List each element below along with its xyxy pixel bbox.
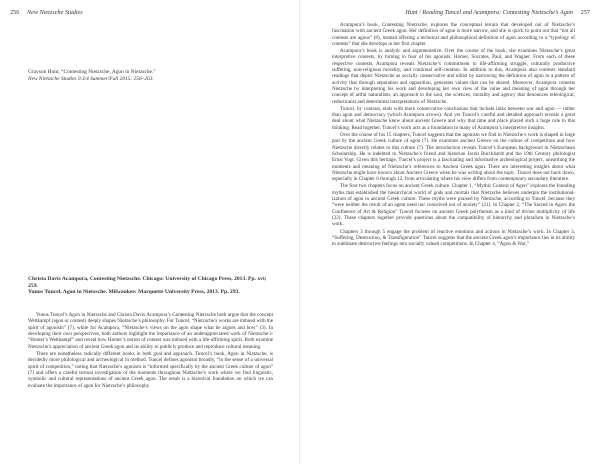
right-running-head	[405, 9, 590, 16]
reviewed-book-1: Christa Davis Acampora, Contesting Nietzsche. Chicago: University of Chicago Press, 2013. Pp. xvi; 259.	[28, 276, 267, 289]
paragraph: Acampora’s book, Contesting Nietzsche, explores the conceptual terrain that developed out of Nietzsche’s fascination with ancient Greek agon. Her definition of agon is more narrow, and she is quick to point out that “not all contests are agons” (8), instead offering a technical and philosophical definition of agon according to a “typology of contests” that she develops in her first chapter.	[332, 22, 575, 47]
paragraph: Chapters 3 through 5 engage the problem of reactive emotions and actions in Nietzsche’s work. In Chapter 3, “Suffering, Destruction, & Transfiguration” Tuncel suggests that the ancient Greek agon’s importance lies in its ability to sublimate destructive feelings into socially valued competitions. In Chapter 4, “Agon & War,”	[332, 228, 575, 248]
paragraph: Over the course of his 15 chapters, Tuncel suggests that the agonism we find in Nietzsche’s work is shaped in large part by the ancient Greek culture of agon (7). He examines ancient Greece on the culture of competition and how Nietzsche directly relates to this culture (7). The introduction reveals Tuncel’s European background in Nietzschean Scholarship. He is indebted to Nietzsche’s friend and historian Jacob Burckhardt and the 19th Century philologist Ernst Vogt. Given this heritage, Tuncel’s project is a fascinating and informative archeological project, unearthing the moments and meaning of Nietzsche’s references to Ancient Greek agon. There are interesting insights about what Nietzsche might have known about Ancient Greece when he was writing about the topic. Tuncel does not back down, especially in Chapter 6 through 12, from articulating where his view differs from contemporary secondary literature.	[332, 132, 575, 183]
paragraph: Acampora’s book is analytic and argumentative. Over the course of the book, she examines Nietzsche’s great interpretive contests, by turning to four of his agonists: Homer, Socrates, Paul, and Wagner. From each of these respective contests, Acampora reveals Nietzsche’s commitment to life-affirming struggle, culturally productive suffering, non-religious morality, and continual self-creation. In addition to this, Acampora also contests standard readings that depict Nietzsche as socially conservative and elitist by narrowing the definition of agon to a pattern of activity that through separation and opposition, generates values that can be shared. Moreover, Acampora contests Nietzsche by interpreting his work and developing her own view of the value and meaning of agon through her concept of artful naturalism; an approach to the soul, the sciences, morality and agency that denounces teleological, reductionist and determinist interpretations of Nietzsche.	[332, 48, 575, 105]
left-body-text	[28, 312, 273, 390]
right-page	[300, 0, 600, 464]
reviewed-book-2: Yunus Tuncel, Agon in Nietzsche. Milwaukee: Marquette University Press, 2013. Pp. 293.	[28, 289, 240, 296]
left-page-number: 256	[10, 9, 20, 16]
citation-line-2: New Nietzsche Studies 9.3/4 Summer/Fall 2015: 256–263.	[28, 75, 154, 82]
right-body-text	[332, 22, 575, 248]
paragraph: Tuncel, by contrast, ends with more conservative conclusions that include links between war and agon — rather than agon and democracy (which Acampora avows). And yet Tuncel’s careful and detailed approach reveals a great deal about what Nietzsche knew about ancient Greece and why that time and place played such a huge role in this thinking. Read together, Tuncel’s work acts as a foundation to many of Acampora’s interpretive insights.	[332, 105, 575, 131]
citation-line-1: Grayson Hunt, “Contesting Nietzsche, Agon in Nietzsche.”	[28, 69, 156, 75]
right-page-number: 257	[580, 9, 590, 16]
article-citation	[28, 69, 156, 83]
paragraph: There are nonetheless radically different books in both goal and approach. Tuncel’s book, Agon in Nietzsche, is decidedly more philological and archeological in method. Tuncel defines agonism broadly, “in the sense of a universal spirit of competition,” noting that Nietzsche’s agonism is “informed specifically by the ancient Greek culture of agon” (7) and offers a careful textual investigation of the moments throughout Nietzsche’s work where we find linguistic, symbolic and cultural representations of ancient Greek agon. The result is a historical foundation on which we can evaluate the importance of agon for Nietzsche’s philosophy.	[28, 351, 273, 389]
left-running-head	[10, 9, 83, 16]
reviewed-books	[28, 276, 273, 296]
paragraph: Yunus Tuncel’s Agon in Nietzsche and Christa Davis Acampora’s Contesting Nietzsche both argue that the concept Wettkampf (agon or contest) deeply shapes Nietzsche’s philosophy. For Tuncel, “Nietzsche’s works are imbued with the spirit of agonism” (7), while for Acampora, “Nietzsche’s views on the agon shape what he argues and how” (3). In developing their own perspectives, both authors highlight the importance of an underappreciated work of Nietzsche’s: “Homer’s Wettkampf” and reveal how Homer’s notion of contest was imbued with a life-affirming spirit. Both examine Nietzsche’s appreciation of ancient Greek agon and its ability to publicly produce and reproduce cultural meaning.	[28, 312, 273, 350]
paragraph: The first two chapters focus on ancient Greek culture. Chapter 1, “Mythic Context of Agon” explores the founding myths that established the hierarchical world of gods and mortals that Nietzsche believes underpin the institutional-ization of agon in ancient Greek culture. These myths were praised by Nietzsche, according to Tuncel, because they “were neither the result of an agent need nor conceived out of anxiety” (21). In Chapter 2, “The Sacred in Agon: the Confluence of Art & Religion” Tuncel focuses on ancient Greek polytheism as a kind of divine multiplicity of life (22). These chapters together provide questions about the compatibility of hierarchy and pluralism in Nietzsche’s work.	[332, 183, 575, 228]
left-journal-title: New Nietzsche Studies	[27, 9, 83, 16]
right-article-title: Hunt / Reading Tuncel and Acampora: Contesting Nietzsche’s Agon	[405, 9, 573, 16]
